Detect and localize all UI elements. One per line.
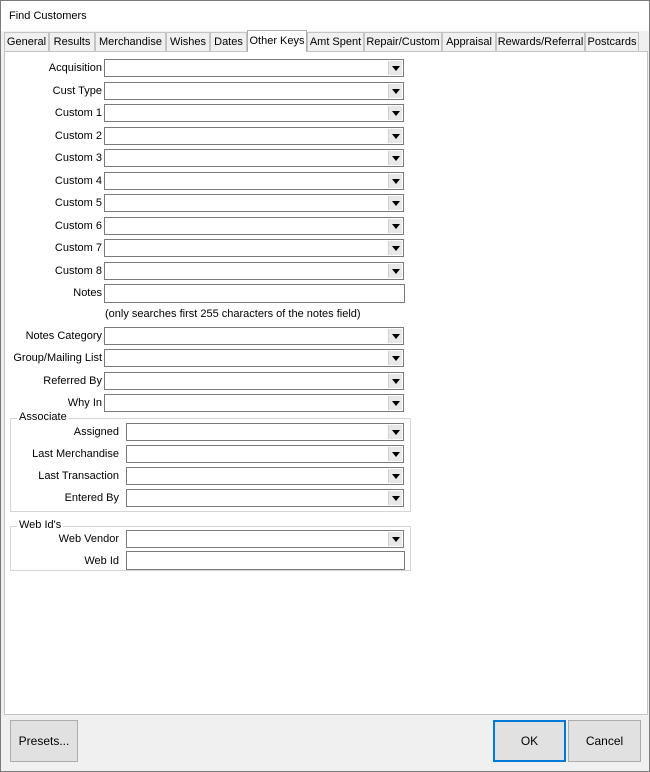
custom3-combo[interactable]	[104, 149, 404, 167]
entered-by-label: Entered By	[64, 492, 119, 504]
other-keys-panel	[4, 51, 648, 715]
chevron-down-icon[interactable]	[388, 396, 402, 410]
acquisition-label: Acquisition	[48, 62, 102, 74]
chevron-down-icon[interactable]	[388, 491, 402, 505]
custom5-combo[interactable]	[104, 194, 404, 212]
last-transaction-label: Last Transaction	[38, 470, 119, 482]
custom4-combo[interactable]	[104, 172, 404, 190]
chevron-down-icon[interactable]	[388, 374, 402, 388]
custom8-combo[interactable]	[104, 262, 404, 280]
chevron-down-icon[interactable]	[388, 129, 402, 143]
tab-general[interactable]: General	[4, 32, 49, 51]
referred-by-combo[interactable]	[104, 372, 404, 390]
group-mailing-combo[interactable]	[104, 349, 404, 367]
custom1-label: Custom 1	[54, 107, 102, 119]
assigned-combo[interactable]	[126, 423, 404, 441]
title-bar	[1, 1, 649, 31]
notes-input[interactable]	[104, 284, 405, 303]
tab-postcards[interactable]: Postcards	[585, 32, 639, 51]
custom6-combo[interactable]	[104, 217, 404, 235]
dialog-footer	[1, 715, 649, 771]
assigned-label: Assigned	[73, 426, 119, 438]
custom3-label: Custom 3	[54, 152, 102, 164]
chevron-down-icon[interactable]	[388, 447, 402, 461]
associate-group	[10, 411, 411, 512]
referred-by-label: Referred By	[43, 375, 102, 387]
associate-legend: Associate	[19, 411, 67, 423]
web-ids-legend: Web Id's	[19, 519, 62, 531]
custom7-label: Custom 7	[54, 242, 102, 254]
notes-category-label: Notes Category	[25, 330, 102, 342]
notes-hint: (only searches first 255 characters of the notes field)	[105, 308, 361, 320]
custom5-label: Custom 5	[54, 197, 102, 209]
custom2-combo[interactable]	[104, 127, 404, 145]
web-ids-group	[10, 519, 411, 571]
why-in-label: Why In	[67, 397, 102, 409]
last-transaction-combo[interactable]	[126, 467, 404, 485]
chevron-down-icon[interactable]	[388, 219, 402, 233]
custom2-label: Custom 2	[54, 130, 102, 142]
why-in-combo[interactable]	[104, 394, 404, 412]
window-title: Find Customers	[9, 10, 87, 22]
chevron-down-icon[interactable]	[388, 106, 402, 120]
chevron-down-icon[interactable]	[388, 84, 402, 98]
chevron-down-icon[interactable]	[388, 425, 402, 439]
acquisition-combo[interactable]	[104, 59, 404, 77]
chevron-down-icon[interactable]	[388, 196, 402, 210]
tab-results[interactable]: Results	[49, 32, 95, 51]
notes-category-combo[interactable]	[104, 327, 404, 345]
tab-appraisal[interactable]: Appraisal	[442, 32, 496, 51]
chevron-down-icon[interactable]	[388, 151, 402, 165]
custom6-label: Custom 6	[54, 220, 102, 232]
tab-wishes[interactable]: Wishes	[166, 32, 210, 51]
tab-dates[interactable]: Dates	[210, 32, 247, 51]
cust-type-combo[interactable]	[104, 82, 404, 100]
tab-rewards-referral[interactable]: Rewards/Referral	[496, 32, 585, 51]
last-merchandise-label: Last Merchandise	[32, 448, 119, 460]
cust-type-label: Cust Type	[52, 85, 102, 97]
notes-label: Notes	[73, 287, 102, 299]
chevron-down-icon[interactable]	[388, 351, 402, 365]
chevron-down-icon[interactable]	[388, 329, 402, 343]
web-id-label: Web Id	[84, 555, 119, 567]
chevron-down-icon[interactable]	[388, 174, 402, 188]
last-merchandise-combo[interactable]	[126, 445, 404, 463]
tab-other-keys[interactable]: Other Keys	[247, 30, 307, 52]
web-vendor-label: Web Vendor	[58, 533, 119, 545]
chevron-down-icon[interactable]	[388, 532, 402, 546]
presets-button[interactable]: Presets...	[10, 720, 78, 762]
custom4-label: Custom 4	[54, 175, 102, 187]
web-vendor-combo[interactable]	[126, 530, 404, 548]
custom1-combo[interactable]	[104, 104, 404, 122]
custom8-label: Custom 8	[54, 265, 102, 277]
chevron-down-icon[interactable]	[388, 469, 402, 483]
chevron-down-icon[interactable]	[388, 264, 402, 278]
cancel-button[interactable]: Cancel	[568, 720, 641, 762]
web-id-input[interactable]	[126, 551, 405, 570]
chevron-down-icon[interactable]	[388, 61, 402, 75]
tab-amt-spent[interactable]: Amt Spent	[307, 32, 364, 51]
tab-strip	[4, 30, 648, 52]
group-mailing-label: Group/Mailing List	[13, 352, 102, 364]
tab-merchandise[interactable]: Merchandise	[95, 32, 166, 51]
entered-by-combo[interactable]	[126, 489, 404, 507]
custom7-combo[interactable]	[104, 239, 404, 257]
chevron-down-icon[interactable]	[388, 241, 402, 255]
tab-repair-custom[interactable]: Repair/Custom	[364, 32, 442, 51]
ok-button[interactable]: OK	[493, 720, 566, 762]
